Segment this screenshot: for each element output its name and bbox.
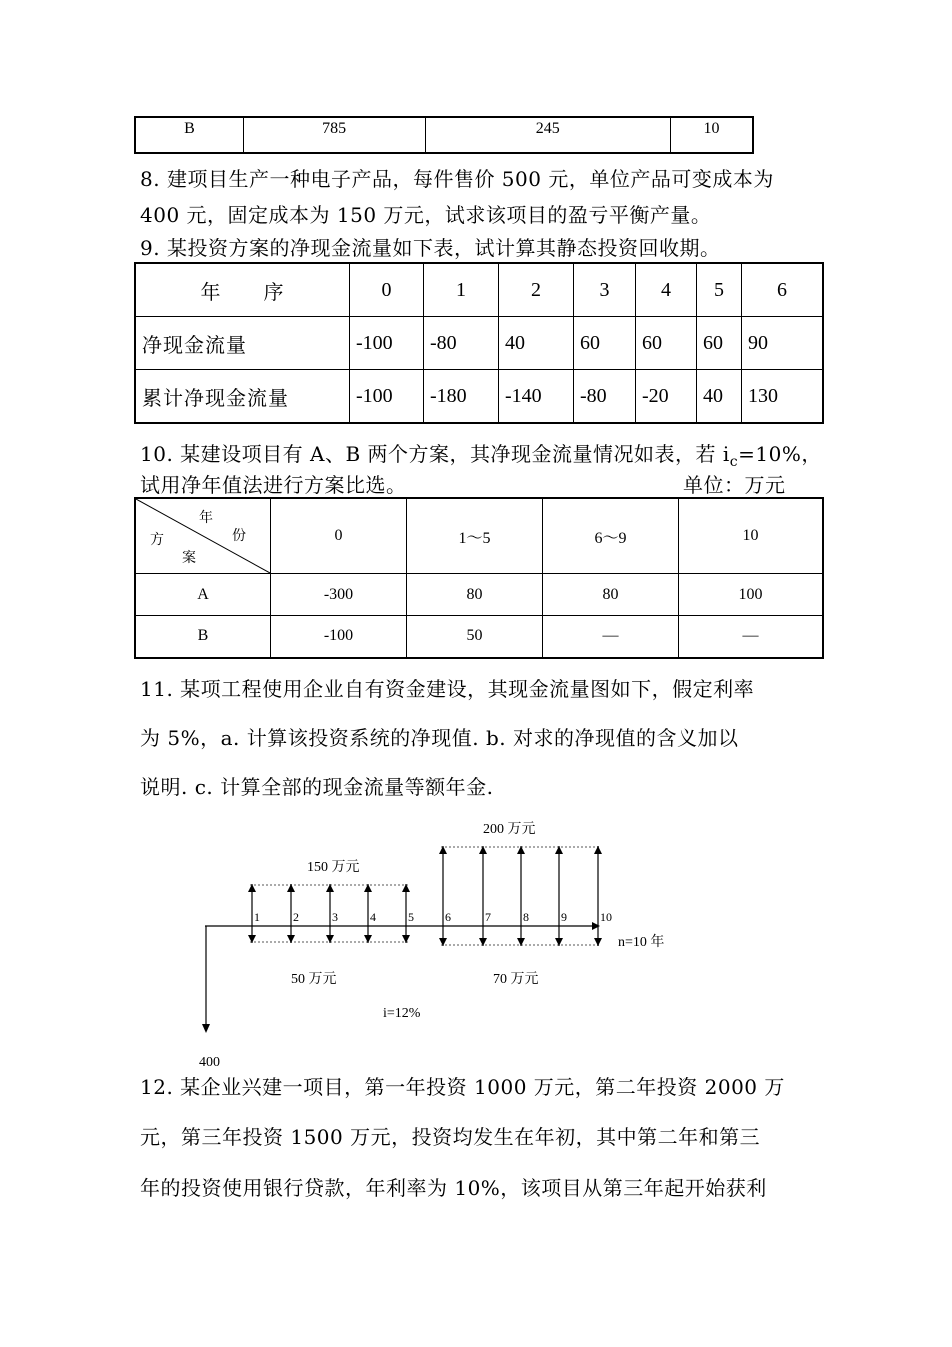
- q11-line2: 为 5%，a. 计算该投资系统的净现值. b. 对求的净现值的含义加以: [140, 726, 739, 750]
- table-cell: 60: [697, 317, 742, 370]
- tick-label: 8: [523, 910, 529, 924]
- q12-line2: 元，第三年投资 1500 万元，投资均发生在年初，其中第二年和第三: [140, 1125, 761, 1149]
- tick-label: 3: [332, 910, 338, 924]
- q12-line1: 12. 某企业兴建一项目，第一年投资 1000 万元，第二年投资 2000 万: [140, 1075, 785, 1099]
- table-cell: 80: [407, 574, 543, 616]
- table-cell: -20: [636, 370, 697, 424]
- q10-line1-tail: =10%，: [738, 442, 822, 466]
- table-cell: B: [135, 117, 243, 153]
- outflow-arrow-head: [594, 938, 602, 946]
- label-150: 150 万元: [307, 860, 360, 875]
- tick-label: 2: [293, 910, 299, 924]
- table-header-cell: 年 序: [135, 263, 350, 317]
- table-header-cell: 4: [636, 263, 697, 317]
- table-header-cell: 1: [424, 263, 499, 317]
- tick-label: 6: [445, 910, 451, 924]
- table-cell: —: [543, 616, 679, 658]
- label-400: 400: [199, 1055, 220, 1070]
- table-cell: 785: [243, 117, 425, 153]
- table-header-cell: 6～9: [543, 498, 679, 574]
- corner-label-year: 年: [199, 511, 213, 526]
- q10-unit: 单位：万元: [683, 473, 786, 497]
- table-cell: -80: [424, 317, 499, 370]
- table-header-cell: 5: [697, 263, 742, 317]
- tick-label: 4: [370, 910, 376, 924]
- table-cell: -100: [271, 616, 407, 658]
- table-cell: 60: [574, 317, 636, 370]
- tick-label: 7: [485, 910, 491, 924]
- label-50: 50 万元: [291, 972, 337, 987]
- q10-line1-text: 10. 某建设项目有 A、B 两个方案，其净现金流量情况如表，若 i: [140, 442, 730, 466]
- outflow-arrow-head: [287, 935, 295, 943]
- label-70: 70 万元: [493, 972, 539, 987]
- table-cell: 80: [543, 574, 679, 616]
- table-header-cell: 2: [499, 263, 574, 317]
- table-header-cell: 10: [679, 498, 824, 574]
- table-cell: 50: [407, 616, 543, 658]
- tick-label: 9: [561, 910, 567, 924]
- tick-label: 1: [254, 910, 260, 924]
- q8-line1: 8. 建项目生产一种电子产品，每件售价 500 元，单位产品可变成本为: [140, 167, 774, 191]
- table-header-cell: 6: [742, 263, 824, 317]
- label-200: 200 万元: [483, 822, 536, 837]
- table-cell: -100: [350, 317, 424, 370]
- q10-line2: 试用净年值法进行方案比选。: [140, 473, 407, 497]
- corner-label-fang: 方: [150, 533, 164, 548]
- tick-label: 10: [600, 910, 612, 924]
- corner-label-an: 案: [182, 551, 196, 566]
- table-cell: 10: [671, 117, 753, 153]
- table-cell: -100: [350, 370, 424, 424]
- table-cell: -300: [271, 574, 407, 616]
- table-cell: 90: [742, 317, 824, 370]
- table-cell: B: [135, 616, 271, 658]
- table-cell: A: [135, 574, 271, 616]
- table-header-cell: 1～5: [407, 498, 543, 574]
- table-cell: 40: [499, 317, 574, 370]
- q8-line2: 400 元，固定成本为 150 万元，试求该项目的盈亏平衡产量。: [140, 203, 712, 227]
- table-cell: —: [679, 616, 824, 658]
- table-header-cell: 0: [271, 498, 407, 574]
- label-i: i=12%: [383, 1006, 421, 1021]
- table-cell: 净现金流量: [135, 317, 350, 370]
- table-cell: 130: [742, 370, 824, 424]
- table-cell: -140: [499, 370, 574, 424]
- q10-subscript: c: [729, 454, 739, 470]
- table-cell: -80: [574, 370, 636, 424]
- tick-label: 5: [408, 910, 414, 924]
- q12-line3: 年的投资使用银行贷款，年利率为 10%，该项目从第三年起开始获利: [140, 1176, 767, 1200]
- table-cell: 100: [679, 574, 824, 616]
- table-header-cell: 0: [350, 263, 424, 317]
- inflow-arrow-head: [287, 884, 295, 892]
- table-cell: -180: [424, 370, 499, 424]
- inflow-arrow-head: [594, 846, 602, 854]
- corner-label-fen: 份: [232, 529, 246, 544]
- table-cell: 累计净现金流量: [135, 370, 350, 424]
- table-header-cell: 3: [574, 263, 636, 317]
- q9-line1: 9. 某投资方案的净现金流量如下表，试计算其静态投资回收期。: [140, 236, 721, 260]
- table-cell: 40: [697, 370, 742, 424]
- q11-line3: 说明. c. 计算全部的现金流量等额年金.: [140, 775, 494, 799]
- table-cell: 60: [636, 317, 697, 370]
- q11-line1: 11. 某项工程使用企业自有资金建设，其现金流量图如下，假定利率: [140, 677, 755, 701]
- table-cell: 245: [425, 117, 671, 153]
- cash-flow-arrows: [248, 846, 602, 946]
- label-n: n=10 年: [618, 935, 665, 950]
